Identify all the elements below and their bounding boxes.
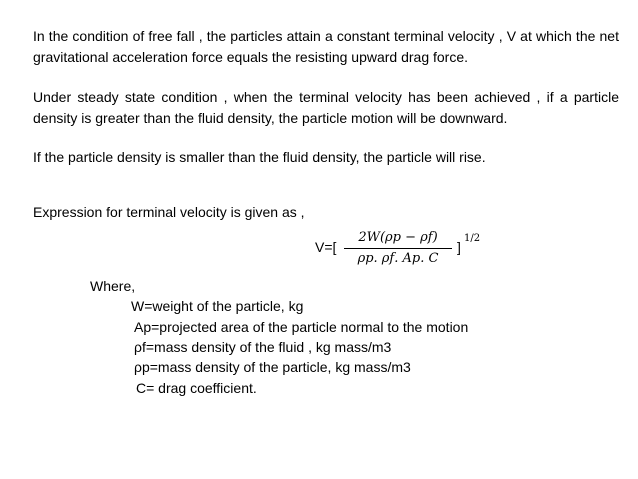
expression-intro: Expression for terminal velocity is given as , [33, 204, 305, 220]
formula-rhs: ] [457, 239, 461, 255]
formula-numerator: 2𝑊(𝜌𝑝 − 𝜌𝑓) [358, 230, 438, 245]
where-item-weight: W=weight of the particle, kg [131, 298, 304, 314]
formula-exponent: 1/2 [464, 233, 481, 244]
where-item-drag-coefficient: C= drag coefficient. [136, 380, 257, 396]
formula-lhs: V=[ [315, 239, 337, 255]
steady-state-paragraph: Under steady state condition , when the terminal velocity has been achieved , if a particle density is greater than the fluid density, the particle motion will be downward. [33, 89, 619, 126]
where-item-fluid-density: ρf=mass density of the fluid , kg mass/m3 [134, 339, 392, 355]
rise-paragraph: If the particle density is smaller than the fluid density, the particle will rise. [33, 149, 486, 165]
where-heading: Where, [90, 278, 136, 294]
formula-fraction [342, 228, 454, 269]
free-fall-paragraph: In the condition of free fall , the particles attain a constant terminal velocity , V at which the net gravitational acceleration force equals the resisting upward drag force. [33, 28, 619, 65]
formula-denominator: 𝜌𝑝. 𝜌𝑓. 𝐴𝑝. 𝐶 [357, 251, 439, 266]
where-item-particle-density: ρp=mass density of the particle, kg mass/m3 [134, 359, 411, 375]
where-item-projected-area: Ap=projected area of the particle normal to the motion [134, 319, 469, 335]
